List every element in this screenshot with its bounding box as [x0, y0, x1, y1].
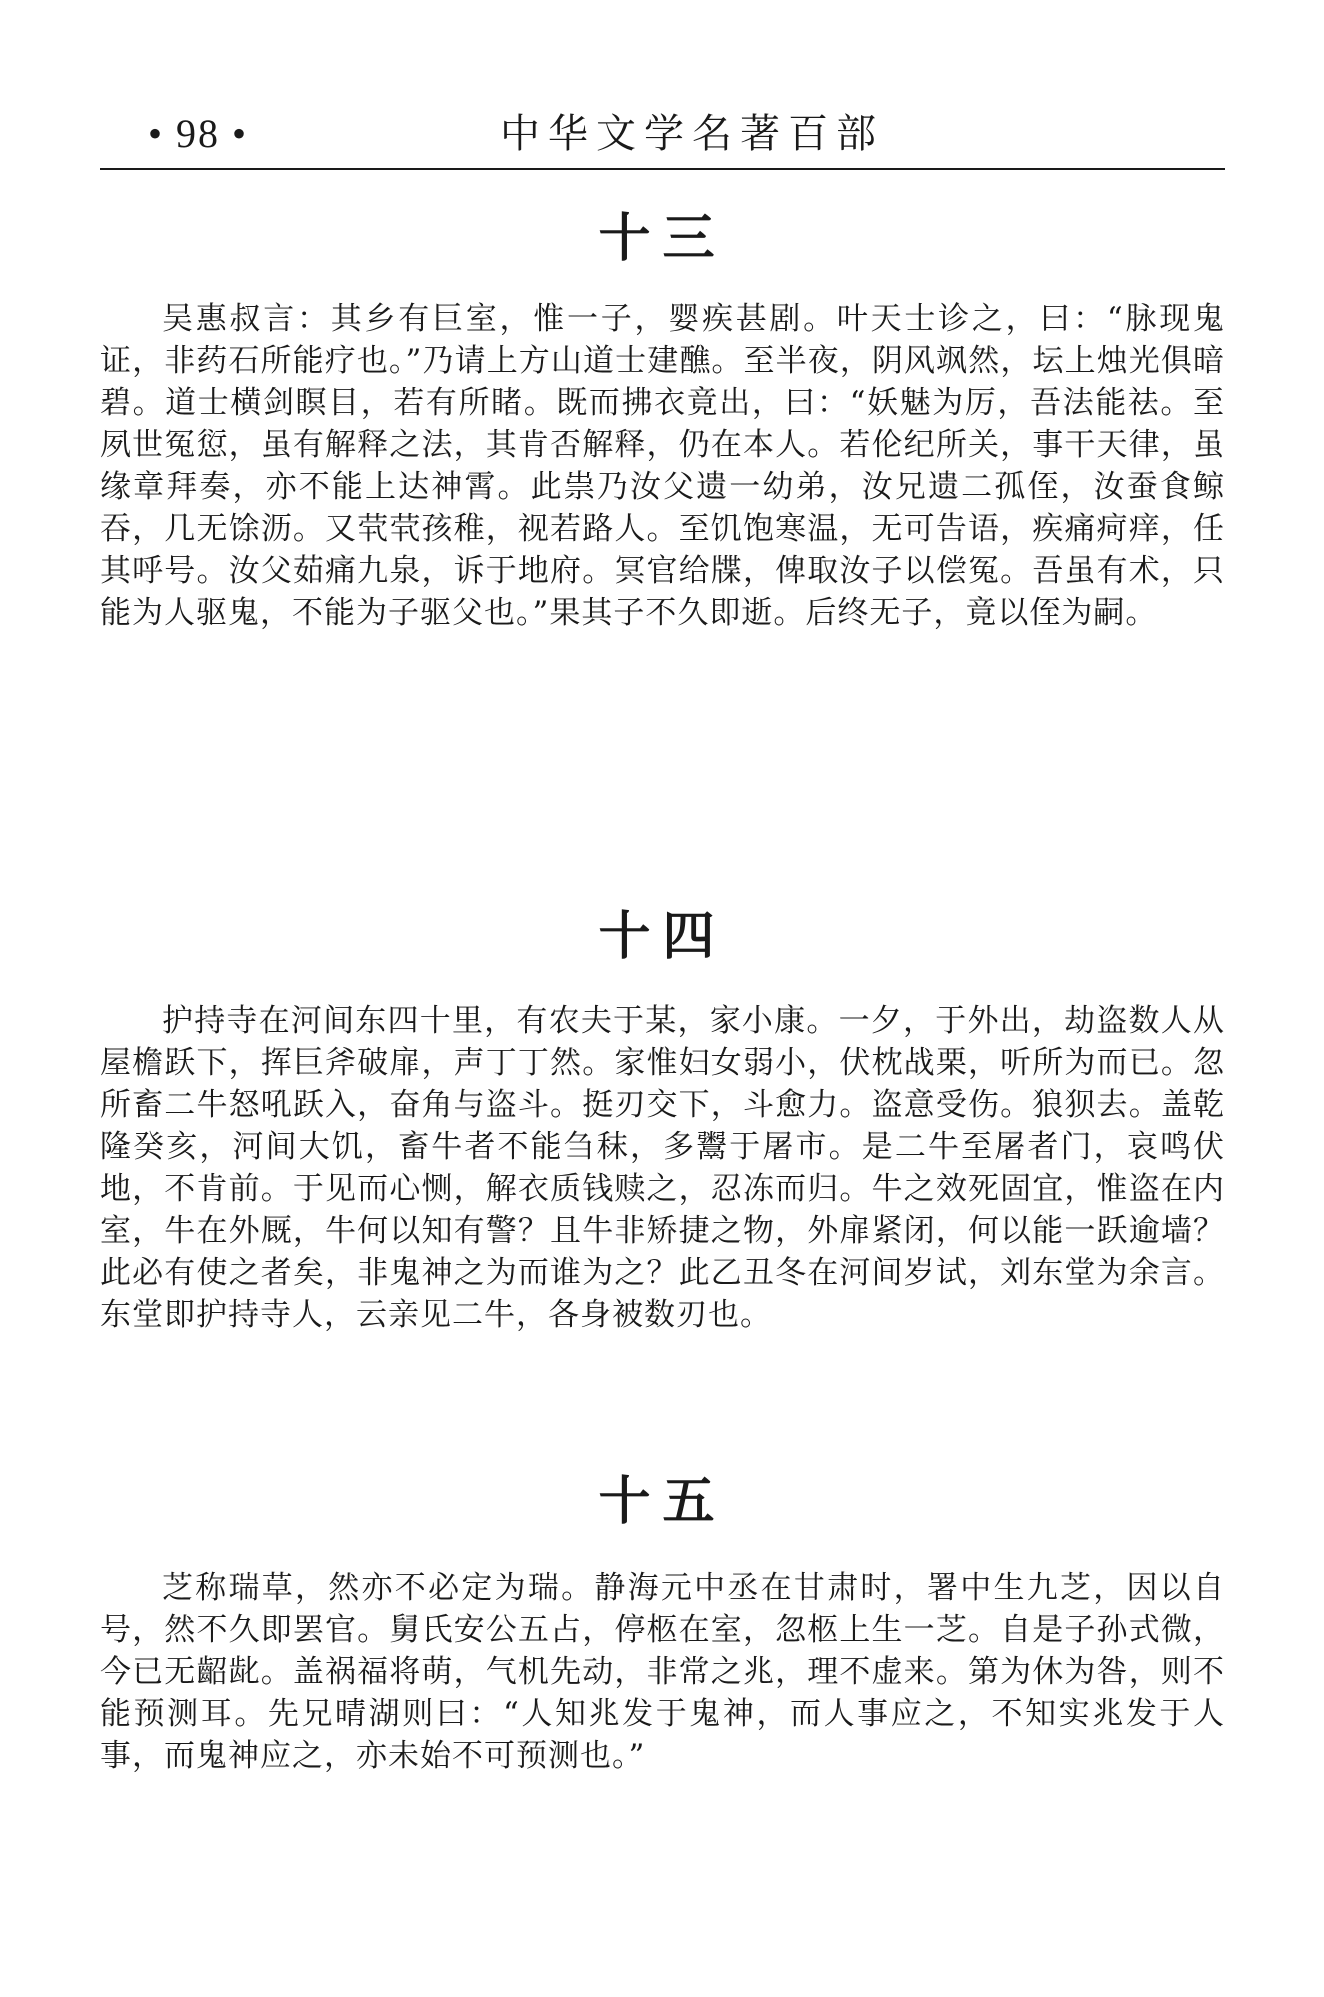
section-heading-13: 十三 — [598, 209, 727, 269]
header-rule — [100, 168, 1225, 170]
section-heading-14: 十四 — [598, 907, 727, 967]
section-text-13: 吴惠叔言：其乡有巨室，惟一子，婴疾甚剧。叶天士诊之，曰：“脉现鬼证，非药石所能疗也。”乃请上方山道士建醮。至半夜，阴风飒然，坛上烛光俱暗碧。道士横剑瞑目，若有所睹。既而拂衣竟出，曰：“妖魅为厉，吾法能祛。至夙世冤愆，虽有解释之法，其肯否解释，仍在本人。若伦纪所关，事干天律，虽缘章拜奏，亦不能上达神霄。此祟乃汝父遗一幼弟，汝兄遗二孤侄，汝蚕食鲸吞，几无馀沥。又茕茕孩稚，视若路人。至饥饱寒温，无可告语，疾痛疴痒，任其呼号。汝父茹痛九泉，诉于地府。冥官给牒，俾取汝子以偿冤。吾虽有术，只能为人驱鬼，不能为子驱父也。”果其子不久即逝。后终无子，竟以侄为嗣。 — [100, 301, 1225, 631]
running-title: 中华文学名著百部 — [500, 111, 884, 157]
section-heading-15: 十五 — [598, 1472, 727, 1532]
page-number: • 98 • — [148, 111, 249, 156]
section-text-14: 护持寺在河间东四十里，有农夫于某，家小康。一夕，于外出，劫盗数人从屋檐跃下，挥巨斧破扉，声丁丁然。家惟妇女弱小，伏枕战栗，听所为而已。忽所畜二牛怒吼跃入，奋角与盗斗。挺刃交下，斗愈力。盗意受伤。狼狈去。盖乾隆癸亥，河间大饥，畜牛者不能刍秣，多鬻于屠市。是二牛至屠者门，哀鸣伏地，不肯前。于见而心恻，解衣质钱赎之，忍冻而归。牛之效死固宜，惟盗在内室，牛在外厩，牛何以知有警？且牛非矫捷之物，外扉紧闭，何以能一跃逾墙？此必有使之者矣，非鬼神之为而谁为之？此乙丑冬在河间岁试，刘东堂为余言。东堂即护持寺人，云亲见二牛，各身被数刃也。 — [100, 1003, 1225, 1333]
page-header — [100, 108, 1225, 168]
section-text-15: 芝称瑞草，然亦不必定为瑞。静海元中丞在甘肃时，署中生九芝，因以自号，然不久即罢官。舅氏安公五占，停柩在室，忽柩上生一芝。自是子孙式微，今已无齠龀。盖祸福将萌，气机先动，非常之兆，理不虚来。第为休为咎，则不能预测耳。先兄晴湖则曰：“人知兆发于鬼神，而人事应之，不知实兆发于人事，而鬼神应之，亦未始不可预测也。” — [100, 1570, 1225, 1774]
